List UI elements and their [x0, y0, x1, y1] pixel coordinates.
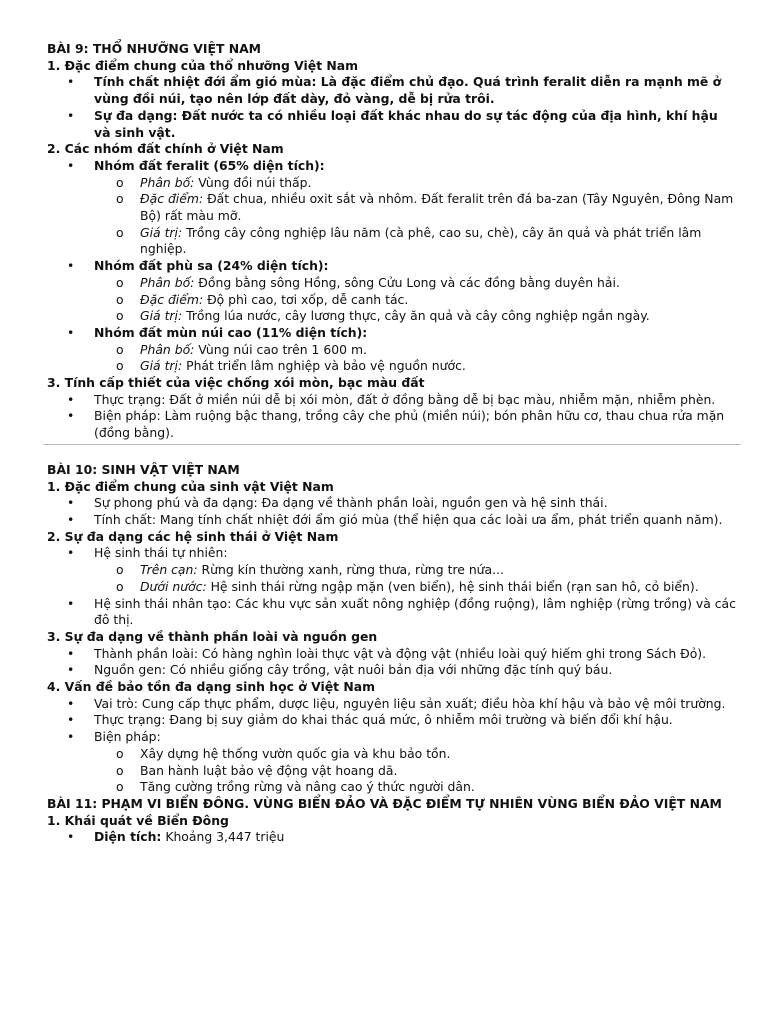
feralit-characteristics [47, 191, 737, 224]
feralit-characteristics-label: Đặc điểm: [140, 191, 204, 207]
lesson-9-bullet-diversity: • Sự đa dạng: Đất nước ta có nhiều loại đất khác nhau do sự tác động của địa hình, khí hậu và sinh vật. [47, 108, 737, 141]
alluvial-characteristics [47, 292, 737, 309]
lesson-10-section-2-heading: 2. Sự đa dạng các hệ sinh thái ở Việt Nam [47, 528, 339, 544]
feralit-value-text: Trồng cây công nghiệp lâu năm (cà phê, cao su, chè), cây ăn quả và phát triển lâm nghiệp. [140, 224, 702, 257]
lesson-9-title: BÀI 9: THỔ NHƯỠNG VIỆT NAM [47, 41, 262, 56]
conservation-measure-2: o Ban hành luật bảo vệ động vật hoang dã. [47, 763, 737, 780]
feralit-distribution [47, 175, 737, 192]
humus-group-heading: • Nhóm đất mùn núi cao (11% diện tích): [47, 325, 737, 342]
humus-distribution-text: Vùng núi cao trên 1 600 m. [194, 341, 367, 357]
document-page [47, 41, 737, 846]
ecosystem-land-text: Rừng kín thường xanh, rừng thưa, rừng tre nứa... [197, 562, 504, 578]
east-sea-area [47, 829, 737, 846]
ecosystem-land [47, 562, 737, 579]
alluvial-group-heading: • Nhóm đất phù sa (24% diện tích): [47, 258, 737, 275]
ecosystem-water [47, 579, 737, 596]
lesson-10-title: BÀI 10: SINH VẬT VIỆT NAM [47, 461, 240, 477]
conservation-role: • Vai trò: Cung cấp thực phẩm, dược liệu, nguyên liệu sản xuất; điều hòa khí hậu và bảo vệ môi trường. [47, 696, 737, 713]
natural-ecosystem-heading: • Hệ sinh thái tự nhiên: [47, 545, 737, 562]
alluvial-characteristics-text: Độ phì cao, tơi xốp, dễ canh tác. [203, 291, 409, 307]
east-sea-area-label: Diện tích: [94, 829, 162, 845]
alluvial-value-label: Giá trị: [140, 308, 183, 324]
feralit-characteristics-text: Đất chua, nhiều oxit sắt và nhôm. Đất feralit trên đá ba-zan (Tây Nguyên, Đông Nam Bộ) rất màu mỡ. [140, 191, 734, 224]
alluvial-value-text: Trồng lúa nước, cây lương thực, cây ăn quả và cây công nghiệp ngắn ngày. [182, 308, 650, 324]
erosion-measures: • Biện pháp: Làm ruộng bậc thang, trồng cây che phủ (miền núi); bón phân hữu cơ, thau chua rửa mặn (đồng bằng). [47, 408, 737, 441]
alluvial-distribution [47, 275, 737, 292]
feralit-distribution-label: Phân bố: [140, 174, 195, 190]
ecosystem-water-label: Dưới nước: [140, 578, 207, 594]
ecosystem-water-text: Hệ sinh thái rừng ngập mặn (ven biển), hệ sinh thái biển (rạn san hô, cỏ biển). [206, 578, 699, 594]
humus-value-label: Giá trị: [140, 358, 183, 374]
conservation-status: • Thực trạng: Đang bị suy giảm do khai thác quá mức, ô nhiễm môi trường và biến đổi khí hậu. [47, 712, 737, 729]
lesson-10-section-4-heading: 4. Vấn đề bảo tồn đa dạng sinh học ở Việt Nam [47, 679, 376, 695]
conservation-measures-heading: • Biện pháp: [47, 729, 737, 746]
lesson-9-section-2-heading: 2. Các nhóm đất chính ở Việt Nam [47, 141, 284, 157]
conservation-measure-1: o Xây dựng hệ thống vườn quốc gia và khu bảo tồn. [47, 746, 737, 763]
feralit-group-heading: • Nhóm đất feralit (65% diện tích): [47, 158, 737, 175]
conservation-measure-3: o Tăng cường trồng rừng và nâng cao ý thức người dân. [47, 779, 737, 796]
lesson-9-bullet-climate: • Tính chất nhiệt đới ẩm gió mùa: Là đặc điểm chủ đạo. Quá trình feralit diễn ra mạnh mẽ ở vùng đồi núi, tạo nên lớp đất dày, đỏ vàng, dễ bị rửa trôi. [47, 74, 737, 107]
humus-value [47, 358, 737, 375]
humus-distribution [47, 342, 737, 359]
gene-sources: • Nguồn gen: Có nhiều giống cây trồng, vật nuôi bản địa với những đặc tính quý báu. [47, 662, 737, 679]
alluvial-distribution-text: Đồng bằng sông Hồng, sông Cửu Long và các đồng bằng duyên hải. [194, 274, 620, 290]
lesson-9-section-3-heading: 3. Tính cấp thiết của việc chống xói mòn, bạc màu đất [47, 375, 425, 391]
lesson-10-bullet-character: • Tính chất: Mang tính chất nhiệt đới ẩm gió mùa (thể hiện qua các loài ưa ẩm, phát triển quanh năm). [47, 512, 737, 529]
lesson-10-section-1-heading: 1. Đặc điểm chung của sinh vật Việt Nam [47, 478, 334, 494]
lesson-10-bullet-richness: • Sự phong phú và đa dạng: Đa dạng về thành phần loài, nguồn gen và hệ sinh thái. [47, 495, 737, 512]
erosion-status: • Thực trạng: Đất ở miền núi dễ bị xói mòn, đất ở đồng bằng dễ bị bạc màu, nhiễm mặn, nhiễm phèn. [47, 392, 737, 409]
humus-distribution-label: Phân bố: [140, 341, 195, 357]
species-composition: • Thành phần loài: Có hàng nghìn loài thực vật và động vật (nhiều loài quý hiếm ghi trong Sách Đỏ). [47, 646, 737, 663]
feralit-distribution-text: Vùng đồi núi thấp. [194, 174, 312, 190]
feralit-value [47, 225, 737, 258]
feralit-value-label: Giá trị: [140, 224, 183, 240]
east-sea-area-value: Khoảng 3,447 triệu [161, 829, 285, 845]
alluvial-distribution-label: Phân bố: [140, 274, 195, 290]
ecosystem-land-label: Trên cạn: [140, 562, 198, 578]
humus-value-text: Phát triển lâm nghiệp và bảo vệ nguồn nước. [182, 358, 466, 374]
lesson-10-section-3-heading: 3. Sự đa dạng về thành phần loài và nguồn gen [47, 628, 378, 644]
alluvial-value [47, 308, 737, 325]
artificial-ecosystem: • Hệ sinh thái nhân tạo: Các khu vực sản xuất nông nghiệp (đồng ruộng), lâm nghiệp (rừng trồng) và các đô thị. [47, 596, 737, 629]
lesson-9-section-1-heading: 1. Đặc điểm chung của thổ nhưỡng Việt Nam [47, 57, 359, 73]
alluvial-characteristics-label: Đặc điểm: [140, 291, 204, 307]
lesson-11-section-1-heading: 1. Khái quát về Biển Đông [47, 812, 229, 828]
section-divider [43, 444, 741, 445]
lesson-11-title: BÀI 11: PHẠM VI BIỂN ĐÔNG. VÙNG BIỂN ĐẢO VÀ ĐẶC ĐIỂM TỰ NHIÊN VÙNG BIỂN ĐẢO VIỆT NAM [47, 795, 722, 811]
